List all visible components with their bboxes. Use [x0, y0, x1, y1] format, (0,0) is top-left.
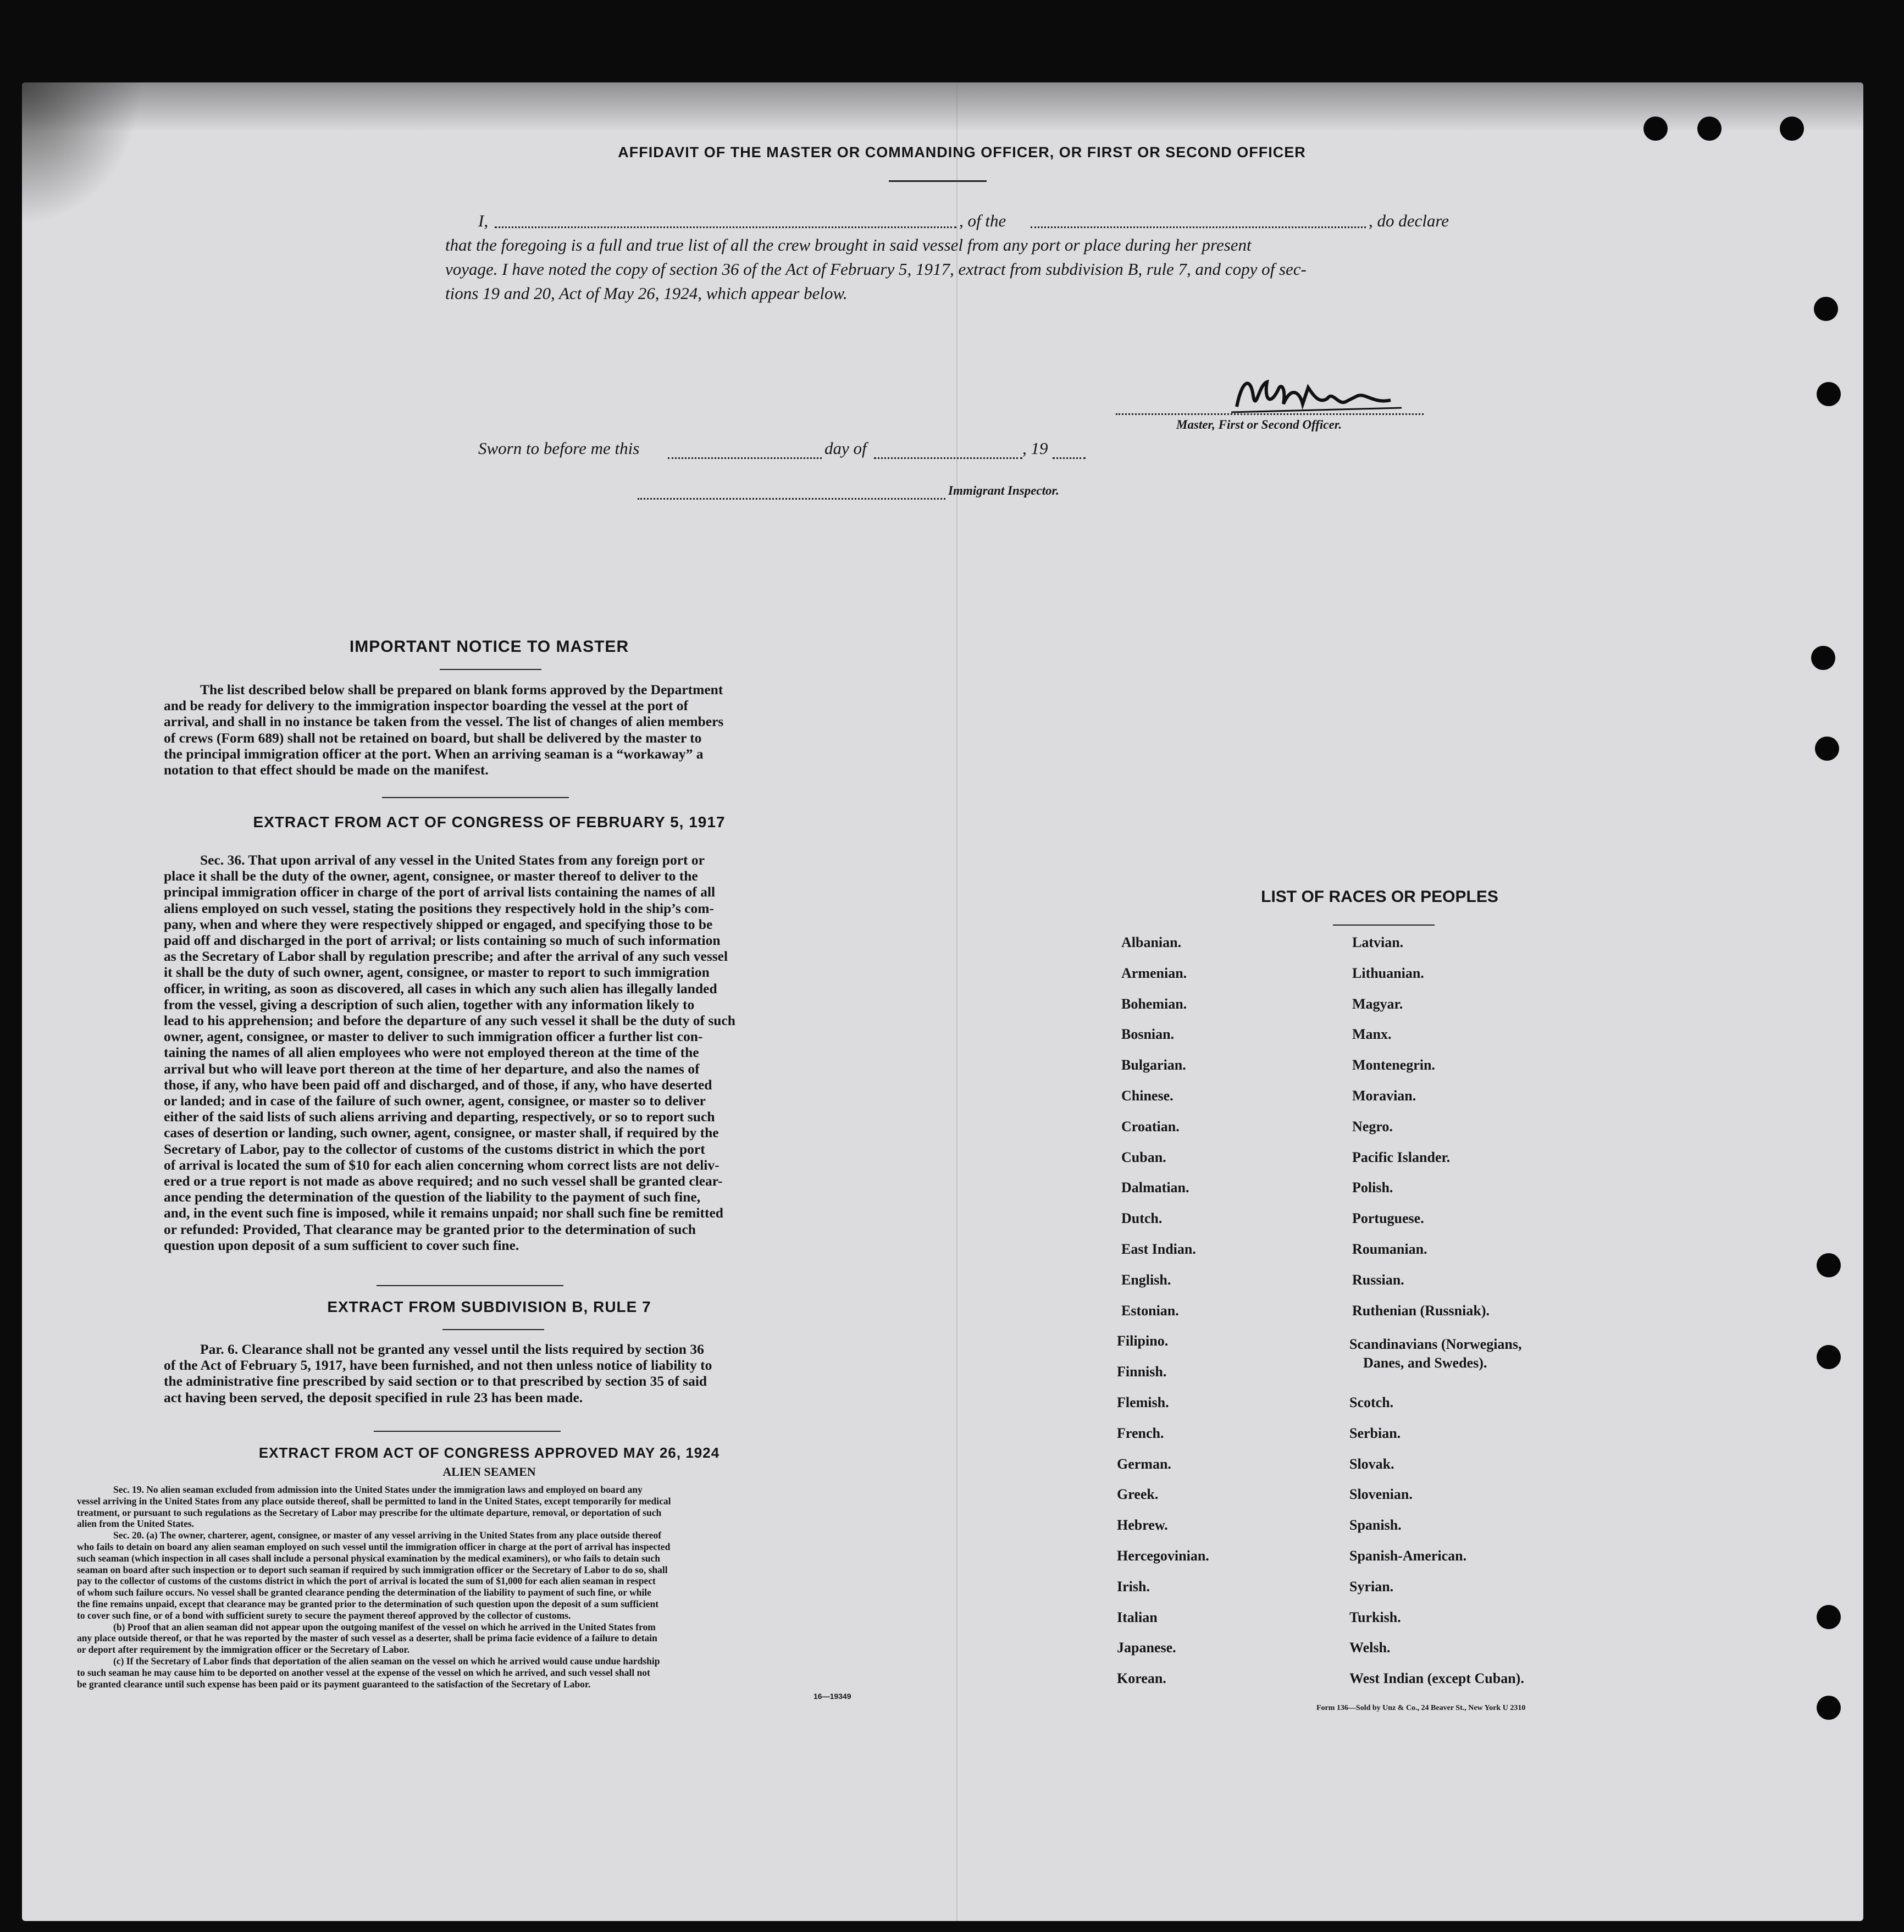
act1917-line: those, if any, who have been paid off and discharged, and of those, if any, who have deserted	[164, 1076, 712, 1093]
race-item: French.	[1117, 1425, 1164, 1441]
punch-hole	[1815, 737, 1839, 761]
act1924-line: alien from the United States.	[77, 1518, 195, 1530]
act1924-line: be granted clearance until such expense has been paid or its payment guaranteed to the satisfaction of the Secretary of Labor.	[77, 1678, 591, 1690]
officer-signature	[1226, 374, 1407, 418]
punch-hole	[1817, 1696, 1841, 1720]
race-item: German.	[1117, 1455, 1171, 1472]
race-item: Syrian.	[1349, 1578, 1394, 1595]
punch-hole	[1817, 382, 1841, 406]
notice-body	[164, 682, 812, 778]
act1924-line: to cover such fine, or of a bond with sufficient surety to secure the payment thereof approved by the collector of customs.	[77, 1609, 571, 1621]
races-rule	[1333, 925, 1435, 926]
act1924-line: the fine remains unpaid, except that clearance may be granted prior to the determination of such question upon the deposit of a sum sufficient	[77, 1598, 659, 1609]
affidavit-title: AFFIDAVIT OF THE MASTER OR COMMANDING OFFICER, OR FIRST OR SECOND OFFICER	[618, 144, 1306, 160]
race-item: Manx.	[1352, 1026, 1392, 1043]
act1924-line: pay to the collector of customs of the customs district in which the port of arrival is located the sum of $1,000 for each alien seaman in respect	[77, 1575, 656, 1587]
paper-sheet	[22, 82, 1863, 1921]
race-item: Scandinavians (Norwegians,	[1349, 1336, 1522, 1353]
notice-line: of crews (Form 689) shall not be retained on board, but shall be delivered by the master to	[164, 729, 702, 746]
race-item: Slovenian.	[1349, 1486, 1413, 1503]
race-item: West Indian (except Cuban).	[1349, 1670, 1524, 1687]
affidavit-i: I,	[478, 211, 489, 230]
affidavit-declare: , do declare	[1369, 211, 1449, 230]
affidavit-line-3: voyage. I have noted the copy of section 36 of the Act of February 5, 1917, extract from subdivision B, rule 7, and copy of sec-	[445, 259, 1307, 279]
race-item: East Indian.	[1121, 1241, 1196, 1257]
race-item: Magyar.	[1352, 995, 1403, 1012]
rule7-title: EXTRACT FROM SUBDIVISION B, RULE 7	[327, 1298, 651, 1315]
act1917-line: ance pending the determination of the question of the liability to the payment of such fine,	[164, 1189, 701, 1205]
name-blank[interactable]	[495, 226, 956, 228]
affidavit-of-the: , of the	[959, 211, 1006, 230]
act1924-line: Sec. 19. No alien seaman excluded from admission into the United States under the immigration laws and employed on board any	[113, 1484, 643, 1495]
race-item: Flemish.	[1117, 1394, 1169, 1410]
title-rule	[889, 180, 987, 182]
act1924-line: (c) If the Secretary of Labor finds that deportation of the alien seaman on the vessel on which he arrived would cause undue hardship	[113, 1655, 660, 1667]
act1924-line: who fails to detain on board any alien seaman employed on such vessel until the immigration officer in charge at the port of arrival has inspected	[77, 1541, 671, 1552]
affidavit-line-2: that the foregoing is a full and true list of all the crew brought in said vessel from any port or place during her present	[445, 235, 1252, 254]
race-item: Serbian.	[1349, 1425, 1401, 1441]
race-item: Japanese.	[1117, 1640, 1176, 1656]
race-item: Greek.	[1117, 1486, 1159, 1503]
race-item: Spanish.	[1349, 1517, 1402, 1534]
race-item: Moravian.	[1352, 1088, 1416, 1104]
act1924-line: seaman on board after such inspection or to deport such seaman if required by such immigration officer or the Secretary of Labor to do so, shall	[77, 1564, 668, 1575]
section-divider	[382, 797, 569, 798]
race-item: Scotch.	[1349, 1394, 1394, 1410]
section-divider	[377, 1285, 563, 1286]
race-item: English.	[1121, 1271, 1171, 1288]
notice-line: The list described below shall be prepared on blank forms approved by the Department	[200, 682, 723, 697]
notice-rule	[440, 669, 541, 670]
signature-caption: Master, First or Second Officer.	[1176, 418, 1342, 431]
act1917-body	[164, 852, 812, 1253]
act1917-line: it shall be the duty of such owner, agent, consignee, or master to report to such immigration	[164, 964, 710, 981]
race-item: Danes, and Swedes).	[1363, 1355, 1487, 1371]
notice-line: the principal immigration officer at the port. When an arriving seaman is a “workaway” a	[164, 745, 704, 762]
race-item: Estonian.	[1121, 1302, 1179, 1319]
rule7-line: Par. 6. Clearance shall not be granted any vessel until the lists required by section 36	[200, 1341, 704, 1357]
act1917-line: arrival but who will leave port thereon at the time of her departure, and also the names of	[164, 1060, 700, 1077]
act1917-line: cases of desertion or landing, such owner, agent, consignee, or master shall, if required by the	[164, 1125, 719, 1141]
act1917-line: pany, when and where they were respectively shipped or engaged, and specifying those to be	[164, 916, 713, 932]
sworn-day-of: day of	[824, 439, 867, 458]
race-item: Filipino.	[1117, 1333, 1169, 1349]
race-item: Polish.	[1352, 1180, 1393, 1196]
act1924-subtitle: ALIEN SEAMEN	[442, 1465, 536, 1479]
rule7-rule	[442, 1329, 544, 1330]
rule7-line: the administrative fine prescribed by said section or to that prescribed by section 35 of said	[164, 1373, 707, 1390]
inspector-caption: Immigrant Inspector.	[948, 484, 1059, 497]
rule7-body	[164, 1341, 812, 1405]
punch-hole	[1643, 117, 1668, 141]
rule7-line: act having been served, the deposit specified in rule 23 has been made.	[164, 1389, 583, 1405]
race-item: Dalmatian.	[1121, 1180, 1189, 1196]
act1924-line: or deport after requirement by the immigration officer or the Secretary of Labor.	[77, 1644, 410, 1656]
act1924-body	[77, 1484, 890, 1690]
sworn-year-blank[interactable]	[1053, 457, 1086, 459]
race-item: Negro.	[1352, 1118, 1393, 1134]
race-item: Roumanian.	[1352, 1241, 1427, 1257]
act1917-line: as the Secretary of Labor shall by regulation prescribe; and after the arrival of any such vessel	[164, 948, 728, 965]
punch-hole	[1814, 297, 1838, 321]
act1917-line: or refunded: Provided, That clearance may be granted prior to the determination of such	[164, 1221, 696, 1237]
sworn-day-blank[interactable]	[668, 457, 822, 459]
race-item: Welsh.	[1349, 1640, 1391, 1656]
act1924-line: Sec. 20. (a) The owner, charterer, agent, consignee, or master of any vessel arriving in the United States from any place outside thereof	[113, 1530, 662, 1541]
race-item: Montenegrin.	[1352, 1057, 1435, 1073]
act1924-line: treatment, or pursuant to such regulations as the Secretary of Labor may prescribe for the ultimate departure, removal, or deportation of such	[77, 1507, 662, 1518]
sworn-prefix: Sworn to before me this	[478, 439, 640, 458]
act1917-line: place it shall be the duty of the owner, agent, consignee, or master thereof to deliver to the	[164, 868, 698, 884]
race-item: Armenian.	[1121, 965, 1187, 981]
punch-hole	[1780, 117, 1804, 141]
race-item: Bosnian.	[1121, 1026, 1175, 1043]
punch-hole	[1697, 117, 1722, 141]
act1917-line: owner, agent, consignee, or master to deliver to such immigration officer a further list con-	[164, 1028, 703, 1045]
race-item: Bulgarian.	[1121, 1057, 1186, 1073]
act1917-line: principal immigration officer in charge of the port of arrival lists containing the names of all	[164, 884, 716, 900]
act1917-line: or landed; and in case of the failure of such owner, agent, consignee, or master so to deliver	[164, 1093, 706, 1109]
act1917-line: question upon deposit of a sum sufficient to cover such fine.	[164, 1237, 519, 1253]
scan-shadow-corner	[22, 82, 143, 225]
notice-line: arrival, and shall in no instance be taken from the vessel. The list of changes of alien members	[164, 713, 724, 730]
signature-line[interactable]	[1116, 413, 1424, 415]
race-item: Portuguese.	[1352, 1210, 1424, 1227]
race-item: Cuban.	[1121, 1149, 1166, 1165]
race-item: Russian.	[1352, 1271, 1404, 1288]
page-fold-line	[956, 82, 957, 1921]
act1917-line: lead to his apprehension; and before the departure of any such vessel it shall be the duty of such	[164, 1012, 735, 1029]
race-item: Latvian.	[1352, 934, 1404, 950]
race-item: Hebrew.	[1117, 1517, 1168, 1534]
act1917-title: EXTRACT FROM ACT OF CONGRESS OF FEBRUARY 5, 1917	[253, 813, 726, 831]
act1917-line: aliens employed on such vessel, stating the positions they respectively hold in the ship’s com-	[164, 900, 714, 916]
vessel-blank[interactable]	[1031, 226, 1366, 228]
race-item: Spanish-American.	[1349, 1548, 1467, 1564]
race-item: Hercegovinian.	[1117, 1548, 1209, 1564]
punch-hole	[1817, 1345, 1841, 1369]
sworn-year: , 19	[1022, 439, 1048, 458]
race-item: Korean.	[1117, 1670, 1166, 1687]
act1917-line: from the vessel, giving a description of such alien, together with any information likely to	[164, 996, 695, 1012]
race-item: Pacific Islander.	[1352, 1149, 1451, 1165]
race-item: Ruthenian (Russniak).	[1352, 1302, 1490, 1319]
race-item: Finnish.	[1117, 1364, 1167, 1380]
act1917-line: Secretary of Labor, pay to the collector of customs of the customs district in which the port	[164, 1141, 705, 1157]
form-code: 16—19349	[813, 1692, 851, 1701]
race-item: Chinese.	[1121, 1088, 1174, 1104]
act1924-line: to such seaman he may cause him to be deported on another vessel at the expense of the vessel on which he arrived, and such vessel shall not	[77, 1667, 650, 1678]
affidavit-line-4: tions 19 and 20, Act of May 26, 1924, which appear below.	[445, 284, 848, 303]
sworn-line	[478, 439, 1193, 463]
races-footer: Form 136—Sold by Unz & Co., 24 Beaver St., New York U 2310	[1316, 1704, 1526, 1712]
punch-hole	[1817, 1253, 1841, 1277]
race-item: Albanian.	[1121, 934, 1182, 950]
act1917-line: officer, in writing, as soon as discovered, all cases in which any such alien has illegally landed	[164, 980, 717, 997]
act1924-line: vessel arriving in the United States from any place outside thereof, shall be permitted to land in the United States, except temporarily for medical	[77, 1495, 671, 1507]
rule7-line: of the Act of February 5, 1917, have been furnished, and not then unless notice of liability to	[164, 1357, 712, 1374]
race-item: Lithuanian.	[1352, 965, 1424, 981]
punch-hole	[1811, 646, 1835, 670]
race-item: Croatian.	[1121, 1118, 1180, 1134]
act1924-line: of whom such failure occurs. No vessel shall be granted clearance pending the determination of the liability to payment of such fine, or while	[77, 1587, 651, 1598]
scan-shadow-top	[22, 82, 1863, 132]
notice-line: and be ready for delivery to the immigration inspector boarding the vessel at the port of	[164, 697, 689, 714]
race-item: Italian	[1117, 1609, 1158, 1625]
act1924-line: (b) Proof that an alien seaman did not appear upon the outgoing manifest of the vessel on which he arrived in the United States from	[113, 1621, 656, 1632]
sworn-month-blank[interactable]	[874, 457, 1022, 459]
act1917-line: taining the names of all alien employees who were not employed thereon at the time of the	[164, 1044, 699, 1061]
inspector-signature-line[interactable]	[638, 498, 945, 500]
act1917-line: of arrival is located the sum of $10 for each alien concerning whom correct lists are not deliv-	[164, 1156, 719, 1173]
notice-line: notation to that effect should be made on the manifest.	[164, 762, 489, 778]
act1917-line: and, in the event such fine is imposed, while it remains unpaid; nor shall such fine be remitted	[164, 1205, 723, 1221]
notice-title: IMPORTANT NOTICE TO MASTER	[349, 638, 629, 656]
race-item: Dutch.	[1121, 1210, 1163, 1227]
act1924-line: any place outside thereof, or that he was reported by the master of such vessel as a deserter, shall be prima facie evidence of a failure to detain	[77, 1632, 657, 1644]
act1917-line: ered or a true report is not made as above required; and no such vessel shall be granted clear-	[164, 1173, 723, 1189]
act1924-line: such seaman (which inspection in all cases shall include a personal physical examination by the medical examiners), or who fails to detain such	[77, 1552, 660, 1564]
act1917-line: Sec. 36. That upon arrival of any vessel in the United States from any foreign port or	[200, 852, 705, 868]
race-item: Slovak.	[1349, 1455, 1394, 1472]
act1917-line: paid off and discharged in the port of arrival; or lists containing so much of such information	[164, 932, 721, 949]
race-item: Irish.	[1117, 1578, 1150, 1595]
race-item: Turkish.	[1349, 1609, 1401, 1625]
act1924-title: EXTRACT FROM ACT OF CONGRESS APPROVED MAY 26, 1924	[258, 1444, 720, 1461]
race-item: Bohemian.	[1121, 995, 1187, 1012]
act1917-line: either of the said lists of such aliens arriving and departing, respectively, or so to report such	[164, 1109, 715, 1125]
punch-hole	[1817, 1605, 1841, 1629]
races-title: LIST OF RACES OR PEOPLES	[1261, 888, 1498, 906]
section-divider	[374, 1431, 561, 1432]
